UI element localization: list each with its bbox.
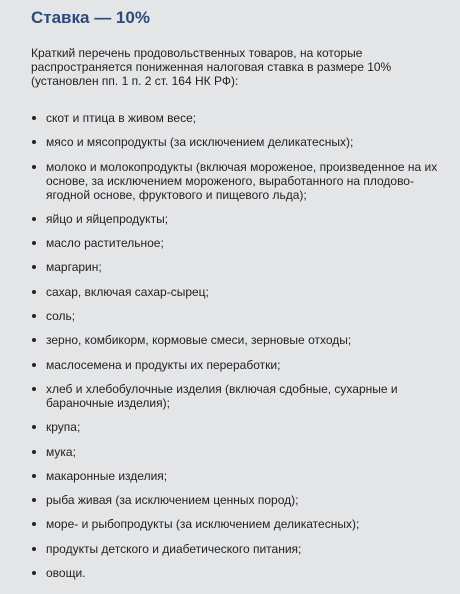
list-item bbox=[31, 111, 442, 125]
list-item-label: мука; bbox=[46, 444, 76, 459]
bullet-icon bbox=[32, 425, 36, 429]
list-item bbox=[31, 358, 442, 372]
bullet-icon bbox=[32, 387, 36, 391]
bullet-icon bbox=[32, 290, 36, 294]
list-item-label: овощи. bbox=[46, 566, 86, 581]
bullet-icon bbox=[32, 498, 36, 502]
bullet-icon bbox=[32, 265, 36, 269]
product-list bbox=[31, 111, 442, 580]
list-item bbox=[31, 382, 442, 410]
list-item-label: море- и рыбопродукты (за исключением деликатесных); bbox=[46, 517, 360, 532]
list-item-label: яйцо и яйцепродукты; bbox=[46, 211, 169, 226]
list-item-label: молоко и молокопродукты (включая мороженое, произведенное на их основе, за исключением мороженого, выработанного на плодово-ягодной основе, фруктового и пищевого льда); bbox=[46, 159, 438, 202]
list-item-label: сахар, включая сахар-сырец; bbox=[46, 284, 209, 299]
list-item-label: мясо и мясопродукты (за исключением деликатесных); bbox=[46, 135, 354, 150]
list-item-label: макаронные изделия; bbox=[46, 468, 168, 483]
bullet-icon bbox=[32, 241, 36, 245]
list-item bbox=[31, 566, 442, 580]
list-item-label: крупа; bbox=[46, 420, 81, 435]
list-item bbox=[31, 212, 442, 226]
bullet-icon bbox=[32, 363, 36, 367]
bullet-icon bbox=[32, 474, 36, 478]
bullet-icon bbox=[32, 522, 36, 526]
list-item bbox=[31, 469, 442, 483]
list-item-label: продукты детского и диабетического питания; bbox=[46, 541, 302, 556]
list-item bbox=[31, 333, 442, 347]
bullet-icon bbox=[32, 217, 36, 221]
list-item-label: хлеб и хлебобулочные изделия (включая сдобные, сухарные и бараночные изделия); bbox=[46, 381, 398, 410]
list-item bbox=[31, 285, 442, 299]
bullet-icon bbox=[32, 314, 36, 318]
list-item-label: масло растительное; bbox=[46, 236, 164, 251]
bullet-icon bbox=[32, 338, 36, 342]
list-item bbox=[31, 236, 442, 250]
list-item-label: соль; bbox=[46, 309, 76, 324]
list-item bbox=[31, 160, 442, 202]
intro-paragraph: Краткий перечень продовольственных товаров, на которые распространяется пониженная налоговая ставка в размере 10% (установлен пп. 1 п. 2 ст. 164 НК РФ): bbox=[31, 46, 392, 88]
bullet-icon bbox=[32, 547, 36, 551]
list-item bbox=[31, 260, 442, 274]
list-item-label: рыба живая (за исключением ценных пород); bbox=[46, 493, 299, 508]
list-item bbox=[31, 542, 442, 556]
bullet-icon bbox=[32, 116, 36, 120]
bullet-icon bbox=[32, 571, 36, 575]
list-item bbox=[31, 493, 442, 507]
bullet-icon bbox=[32, 140, 36, 144]
list-item bbox=[31, 135, 442, 149]
bullet-icon bbox=[32, 165, 36, 169]
list-item-label: маргарин; bbox=[46, 260, 102, 275]
list-item-label: маслосемена и продукты их переработки; bbox=[46, 357, 281, 372]
list-item bbox=[31, 517, 442, 531]
list-item bbox=[31, 309, 442, 323]
bullet-icon bbox=[32, 450, 36, 454]
page-title: Ставка — 10% bbox=[31, 8, 150, 27]
list-item bbox=[31, 420, 442, 434]
list-item bbox=[31, 445, 442, 459]
list-item-label: скот и птица в живом весе; bbox=[46, 111, 197, 125]
list-item-label: зерно, комбикорм, кормовые смеси, зерновые отходы; bbox=[46, 333, 352, 348]
